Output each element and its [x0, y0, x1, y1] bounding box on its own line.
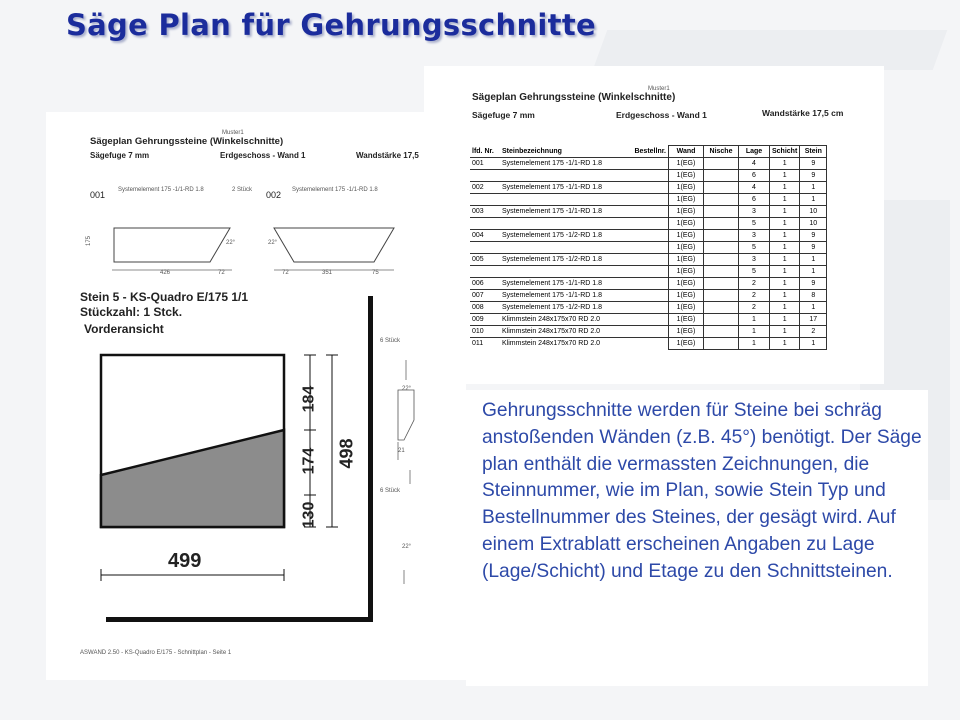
- dim-b4: 75: [372, 270, 379, 276]
- cell-empty: [624, 254, 669, 266]
- cell-schicht: 1: [770, 194, 800, 206]
- cell-stein: 1: [800, 302, 827, 314]
- cell-name: Klimmstein 248x175x70 RD 2.0: [500, 314, 624, 326]
- fragment-2: 22°: [402, 386, 412, 392]
- cell-empty: [704, 326, 739, 338]
- cell-name: Systemelement 175 -1/2-RD 1.8: [500, 254, 624, 266]
- cell-stein: 10: [800, 206, 827, 218]
- cell-lage: 1: [739, 338, 770, 350]
- cell-name: [500, 242, 624, 254]
- dim-a1: 175: [86, 235, 93, 247]
- cell-empty: [624, 290, 669, 302]
- cell-lage: 2: [739, 278, 770, 290]
- dim-b3: 351: [322, 270, 333, 276]
- cell-name: Systemelement 175 -1/1-RD 1.8: [500, 290, 624, 302]
- zoom-frame-right: [368, 296, 373, 622]
- cell-empty: [704, 302, 739, 314]
- cell-schicht: 1: [770, 158, 800, 170]
- cell-empty: [704, 206, 739, 218]
- cell-stein: 1: [800, 254, 827, 266]
- table-header-row: [470, 146, 827, 158]
- zoom-dim-184: 184: [300, 385, 318, 413]
- cell-lage: 3: [739, 206, 770, 218]
- zoom-dim-499: 499: [168, 550, 202, 572]
- zoom-dim-498: 498: [336, 438, 357, 469]
- cell-schicht: 1: [770, 182, 800, 194]
- th-nr: lfd. Nr.: [472, 147, 494, 155]
- cell-schicht: 1: [770, 230, 800, 242]
- zoom-dim-130: 130: [300, 501, 318, 529]
- cell-nr: 008: [470, 302, 500, 314]
- description-text: Gehrungsschnitte werden für Steine bei schräg anstoßenden Wänden (z.B. 45°) benötigt. Der Säge plan enthält die vermassten Zeichnungen, die Steinnummer, wie im Plan, sowie Stein Typ und Bestellnummer des Steines, der gesägt wird. Auf einem Extrablatt erscheinen Angaben zu Lage (Lage/Schicht) und Etage zu den Schnittsteinen.: [482, 400, 922, 582]
- cell-empty: [624, 170, 669, 182]
- cell-empty: [624, 278, 669, 290]
- cell-empty: [704, 158, 739, 170]
- table-row: [470, 218, 827, 230]
- cell-stein: 9: [800, 170, 827, 182]
- th-schicht: Schicht: [770, 146, 800, 158]
- table-row: [470, 158, 827, 170]
- cell-lage: 1: [739, 314, 770, 326]
- cell-stein: 8: [800, 290, 827, 302]
- fragment-4: 6 Stück: [380, 488, 401, 494]
- cell-empty: [704, 290, 739, 302]
- cell-empty: [624, 338, 669, 350]
- cell-empty: [704, 338, 739, 350]
- item2-number: 002: [266, 190, 282, 200]
- cell-schicht: 1: [770, 326, 800, 338]
- table-row: [470, 230, 827, 242]
- background-shape: [593, 30, 948, 70]
- cell-name: Systemelement 175 -1/1-RD 1.8: [500, 182, 624, 194]
- sheet-right-heading: Sägeplan Gehrungssteine (Winkelschnitte): [472, 92, 676, 103]
- cell-empty: [704, 218, 739, 230]
- cell-empty: [624, 326, 669, 338]
- dim-b1: 22°: [268, 240, 278, 246]
- cell-nr: 004: [470, 230, 500, 242]
- cell-wand: 1(EG): [669, 218, 704, 230]
- cell-empty: [624, 206, 669, 218]
- cell-empty: [624, 230, 669, 242]
- cell-wand: 1(EG): [669, 326, 704, 338]
- item1-number: 001: [90, 190, 106, 200]
- cell-name: Systemelement 175 -1/1-RD 1.8: [500, 206, 624, 218]
- cell-nr: 009: [470, 314, 500, 326]
- cell-name: Systemelement 175 -1/2-RD 1.8: [500, 230, 624, 242]
- sheet-left-wall: Wandstärke 17,5: [356, 151, 419, 160]
- zoom-count: Stückzahl: 1 Stck.: [80, 305, 183, 319]
- table-row: [470, 326, 827, 338]
- cell-lage: 5: [739, 242, 770, 254]
- fragment-3: 21: [398, 448, 405, 454]
- cell-schicht: 1: [770, 314, 800, 326]
- cell-empty: [704, 314, 739, 326]
- table-row: [470, 290, 827, 302]
- cell-wand: 1(EG): [669, 290, 704, 302]
- cell-stein: 9: [800, 230, 827, 242]
- cell-stein: 1: [800, 182, 827, 194]
- cell-wand: 1(EG): [669, 182, 704, 194]
- zoom-view-label: Vorderansicht: [84, 322, 164, 336]
- table-row: [470, 242, 827, 254]
- cell-name: Klimmstein 248x175x70 RD 2.0: [500, 338, 624, 350]
- sheet-right-fuge: Sägefuge 7 mm: [472, 110, 535, 120]
- table-row: [470, 278, 827, 290]
- cell-schicht: 1: [770, 254, 800, 266]
- th-name: Steinbezeichnung: [502, 147, 562, 155]
- cell-empty: [704, 278, 739, 290]
- fragment-lines: [384, 350, 420, 610]
- cell-schicht: 1: [770, 278, 800, 290]
- sheet-right-floor: Erdgeschoss - Wand 1: [616, 110, 707, 120]
- table-row: [470, 266, 827, 278]
- cell-schicht: 1: [770, 338, 800, 350]
- cell-wand: 1(EG): [669, 206, 704, 218]
- dim-a2: 22°: [226, 240, 236, 246]
- cell-stein: 1: [800, 194, 827, 206]
- cell-lage: 2: [739, 302, 770, 314]
- cell-nr: 010: [470, 326, 500, 338]
- cell-nr: 001: [470, 158, 500, 170]
- stone-shape: [90, 350, 360, 600]
- cell-nr: 005: [470, 254, 500, 266]
- cell-empty: [624, 194, 669, 206]
- th-nische: Nische: [704, 146, 739, 158]
- cell-empty: [624, 158, 669, 170]
- parts-table: [470, 145, 827, 350]
- cell-lage: 5: [739, 218, 770, 230]
- cell-schicht: 1: [770, 206, 800, 218]
- cell-name: [500, 170, 624, 182]
- cell-lage: 4: [739, 158, 770, 170]
- slide-title: Säge Plan für Gehrungsschnitte: [66, 8, 596, 42]
- table-row: [470, 302, 827, 314]
- item1-count: 2 Stück: [232, 187, 253, 193]
- zoom-frame-bottom: [106, 617, 372, 622]
- cell-stein: 1: [800, 266, 827, 278]
- cell-wand: 1(EG): [669, 170, 704, 182]
- cell-nr: 007: [470, 290, 500, 302]
- dim-a4: 72: [218, 270, 225, 276]
- cell-stein: 10: [800, 218, 827, 230]
- cell-wand: 1(EG): [669, 338, 704, 350]
- cell-lage: 3: [739, 254, 770, 266]
- small-drawings: [82, 222, 422, 282]
- cell-lage: 6: [739, 170, 770, 182]
- table-row: [470, 254, 827, 266]
- cell-empty: [704, 194, 739, 206]
- cell-lage: 5: [739, 266, 770, 278]
- cell-empty: [624, 302, 669, 314]
- cell-wand: 1(EG): [669, 278, 704, 290]
- cell-wand: 1(EG): [669, 302, 704, 314]
- sheet-left-muster: Muster1: [222, 130, 244, 136]
- cell-nr: [470, 194, 500, 206]
- sheet-left-floor: Erdgeschoss - Wand 1: [220, 151, 306, 160]
- cell-name: [500, 218, 624, 230]
- cell-wand: 1(EG): [669, 230, 704, 242]
- table-row: [470, 338, 827, 350]
- sheet-left-footer: ASWAND 2.50 - KS-Quadro E/175 - Schnittplan - Seite 1: [80, 650, 232, 656]
- cell-lage: 3: [739, 230, 770, 242]
- cell-empty: [624, 266, 669, 278]
- cell-empty: [624, 314, 669, 326]
- cell-schicht: 1: [770, 290, 800, 302]
- sheet-left-fuge: Sägefuge 7 mm: [90, 151, 150, 160]
- cell-nr: 011: [470, 338, 500, 350]
- cell-wand: 1(EG): [669, 314, 704, 326]
- cell-empty: [704, 230, 739, 242]
- table-row: [470, 206, 827, 218]
- th-bestell: Bestellnr.: [634, 147, 666, 155]
- table-row: [470, 194, 827, 206]
- dim-a3: 426: [160, 270, 171, 276]
- cell-wand: 1(EG): [669, 194, 704, 206]
- th-lage: Lage: [739, 146, 770, 158]
- cell-name: Systemelement 175 -1/1-RD 1.8: [500, 158, 624, 170]
- description-box: [466, 390, 928, 686]
- sheet-left-heading: Sägeplan Gehrungssteine (Winkelschnitte): [90, 136, 284, 147]
- cell-schicht: 1: [770, 302, 800, 314]
- cell-name: [500, 266, 624, 278]
- cell-wand: 1(EG): [669, 158, 704, 170]
- cell-empty: [704, 242, 739, 254]
- table-row: [470, 182, 827, 194]
- cell-nr: 003: [470, 206, 500, 218]
- cell-nr: 002: [470, 182, 500, 194]
- th-stein: Stein: [800, 146, 827, 158]
- parts-table-body: [470, 158, 827, 350]
- cell-stein: 1: [800, 338, 827, 350]
- table-row: [470, 314, 827, 326]
- cell-schicht: 1: [770, 170, 800, 182]
- cell-wand: 1(EG): [669, 242, 704, 254]
- cell-stein: 9: [800, 242, 827, 254]
- cell-lage: 4: [739, 182, 770, 194]
- cell-lage: 2: [739, 290, 770, 302]
- zoom-dim-174: 174: [300, 447, 318, 475]
- cell-nr: [470, 170, 500, 182]
- th-wand: Wand: [669, 146, 704, 158]
- cell-empty: [704, 182, 739, 194]
- cell-empty: [704, 254, 739, 266]
- cell-name: Systemelement 175 -1/1-RD 1.8: [500, 278, 624, 290]
- table-row: [470, 170, 827, 182]
- cell-nr: [470, 242, 500, 254]
- cell-stein: 17: [800, 314, 827, 326]
- item1-text: Systemelement 175 -1/1-RD 1.8: [118, 187, 204, 193]
- cell-stein: 9: [800, 158, 827, 170]
- cell-name: Systemelement 175 -1/2-RD 1.8: [500, 302, 624, 314]
- cell-schicht: 1: [770, 218, 800, 230]
- cell-wand: 1(EG): [669, 266, 704, 278]
- dim-b2: 72: [282, 270, 289, 276]
- fragment-1: 6 Stück: [380, 338, 401, 344]
- cell-empty: [704, 170, 739, 182]
- cell-name: Klimmstein 248x175x70 RD 2.0: [500, 326, 624, 338]
- sheet-right-muster: Muster1: [648, 86, 670, 92]
- cell-empty: [624, 182, 669, 194]
- cell-lage: 1: [739, 326, 770, 338]
- cell-empty: [624, 242, 669, 254]
- cell-lage: 6: [739, 194, 770, 206]
- cell-name: [500, 194, 624, 206]
- cell-stein: 9: [800, 278, 827, 290]
- fragment-5: 22°: [402, 544, 412, 550]
- cell-schicht: 1: [770, 266, 800, 278]
- cell-nr: [470, 218, 500, 230]
- cell-empty: [704, 266, 739, 278]
- cell-nr: 006: [470, 278, 500, 290]
- cell-wand: 1(EG): [669, 254, 704, 266]
- item2-text: Systemelement 175 -1/1-RD 1.8: [292, 187, 378, 193]
- sheet-right-wall: Wandstärke 17,5 cm: [762, 108, 844, 118]
- cell-empty: [624, 218, 669, 230]
- cell-stein: 2: [800, 326, 827, 338]
- zoom-title: Stein 5 - KS-Quadro E/175 1/1: [80, 290, 249, 304]
- cell-nr: [470, 266, 500, 278]
- cell-schicht: 1: [770, 242, 800, 254]
